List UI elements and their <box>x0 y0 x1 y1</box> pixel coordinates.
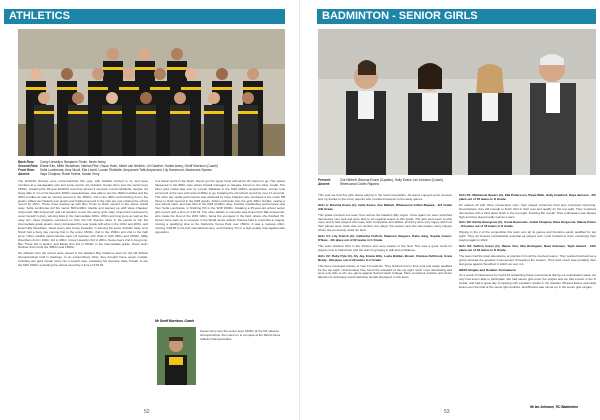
team-heading: Girls D1: Mackenzie Spears (C), Ella Pettersson, Pippa Wills, Holly Crawford, Kaya Janssen - 5th place out of 18 teams in D Grade. <box>459 194 596 201</box>
paragraph: The ECNISS champs were Cord-restricted this year, with bubbles formed to try and keep numbers at a manageable size and some events not included. Kenan Verry won the senior boys 1500m, breaking the 18-year ECNISS record by almost 3 seconds. Lorcan Riddiotte, despite not being able to run in his favourite 3000m steeplechase, was able to win the 1500m hurdles and the 300m hurdles as well as running second in the 3000m, 2nd in the 400m and finishing 2nd in the javelin. Albert van Niekerk won javelin and finished second in the shot put, just missing the school record by 15cm. These three teamed up with Ben Tinnie to finish second in the senior 4x100 relay. Sofia Lumbreras did the senior 800m/400m double and teamed up with Vaya Chaplow, Ampornsiri Tabi-Ampornsiri and Lili Gardner to win the senior girls relay. Ampornsiri continued to cover herself in glory, winning titles in the intermediate 100m, 200m and long jump as well as the relay win. Vaya Chaplow continued on from her NZ champs silver in the javelin to win the intermediate grade javelin. Avery dominated the year grade with wins in the 100m and 200m, and Emeil Hilly Woodham, Nevie Avery and Corey Llewellyn in winning the junior 4x100m relay. Amy Nicoll had a busy day coming first in the junior 1500m, 2nd in the 1500m and 2nd in the high jump. Other notable performances were Lili Gardner with 2nds in both 800m and 1500m, Millie Woodham 2nd in 100m, 3rd in 200m, Corey Llewellyn 3rd in 200m, Nevie Avery 2nd in long jump, Ben Tinnie 3rd in javelin, and Eloise Kim 3rd in 1500m in the intermediate grade, Oscar Holm finished 3rd in both the 3000m and 1500m. <box>18 180 148 250</box>
team-heading: Girls D3: Saffron Green (C), Ranee Viss, Ella Rodriguez, Naxe Bowmen, Tayla Hazard - 10th place out of 18 teams in D Grade. <box>459 243 596 252</box>
page-number: 53 <box>444 409 450 415</box>
caption-row <box>18 172 285 176</box>
caption-names: Sofia Lumbreras, Amy Nicoll, Ella Lovett, Lorcan Riddiotte, Ampornsiri Tabi-Ampornsiri, Lily Hammond, Mackenzie Spears <box>40 168 212 172</box>
caption-names: Zoe Nibbett, Brianna Evans (Captain), Holly Evans, Ian Johnson (Coach) <box>340 178 443 182</box>
team-photo <box>18 29 285 156</box>
caption-label: Absent: <box>318 182 330 186</box>
caption-label: Absent: <box>18 172 30 176</box>
paragraph: The team had the least attendance at practice from all the involved teams. They worked hard and as a group showed the greatest improvement throughout the season. Their best result was probably their last game against Woodford 2 which we won 4-1. <box>459 253 596 266</box>
athletics-team-photo <box>18 29 285 156</box>
caption-label: Back Row: <box>18 160 35 164</box>
caption-label: Second Row: <box>18 164 39 168</box>
caption-names: Corey Llewellyn, Benjamin Tinnie, Nevie Avery <box>40 160 106 164</box>
article-column-1 <box>318 194 452 406</box>
portrait-caption: Kenan Verry won the senior boys 1500m at the NZ national championships, then went on to compete at the World Junior Athletic Championships. <box>200 329 281 341</box>
page-header: BADMINTON - SENIOR GIRLS <box>317 9 596 24</box>
paragraph: As a result of interference by Covid-19 scheduling these tournaments during our examination week, we only had seven able to participate. We had eleven girls enter the singles and we had a team in the D Grade, and had a great day competing with excellent results in the doubles. Brianna Evans and Holly Evans won the final of the senior girls doubles, and Brianna was runner-up in the senior girls singles. <box>459 273 596 290</box>
caption-row <box>318 182 596 186</box>
paragraph: Six athletes from the school were named in the Hawke's Bay Gisborne team for the NZ athletic championships held in Hastings. In an extraordinary effort, they brought home seven medals, including two gold. Kenan Verry ran a superb race, outlasting hot favourite Zane Powell, to win the M20 1500m smashing the school record by a time of 3:54.81. <box>18 251 148 268</box>
article-column-2 <box>459 194 596 406</box>
photo-captions <box>18 160 285 176</box>
page-number: 52 <box>144 409 150 415</box>
article-column-1 <box>18 180 148 405</box>
caption-names: Eloise Kim, Millie Woodham, Nathan Pike, Oscar Holm, Albert van Niekerk, Lili Gardner, Hunter Avery, Geoff Morrison (Coach) <box>40 164 218 168</box>
paragraph: This team consisted entirely of Year 10 students. They finished 2nd in their pool and easily qualified for the top eight. Unfortunately they found the standard of the top eight much more demanding and were only able to win one game against Sacred Heart College. More consistent practice and closer attention to technique would definitely benefit all players in this team. <box>318 263 452 280</box>
section-heading: HBSS Singles and Doubles Tournament <box>459 267 516 272</box>
photo-captions <box>318 178 596 186</box>
team-heading: Girls D2: Emilie Bourgeois (C), Conal Bouresais, Isabel Chaplow, Eliza Kingscote, Maisie Potter - 3rd place out of 18 teams in D Grade. <box>459 220 596 229</box>
team-heading: Girls C1: Lily French (C), Catherine Fulford, Shannon Sawyers, Katie Jung, Sophie Comer-O'Hare - 4th place out of 22 teams in C Grade. <box>318 234 452 243</box>
paragraph: This year we had five girls teams playing in the local competition. All teams enjoyed some success and my thanks to the many parents who provided transport to the away games. <box>318 194 452 201</box>
athlete-portrait-image <box>157 327 196 385</box>
caption-names: Vaya Chaplow, Rosie Keeha, Kanan Verry <box>40 172 100 176</box>
athlete-portrait <box>157 327 196 385</box>
team-heading: Girls A: Brianna Evans (C), Holly Evans, Zoe Nibbett, Whenuaroa Collier-Rapaea - 3rd Grade A/B Grade. <box>318 202 452 211</box>
author-signoff: Mr Ian Johnson, TIC Badminton <box>530 405 578 409</box>
page-header: ATHLETICS <box>4 9 285 24</box>
paragraph: D1 started off with three consecutive wins, then played extremely hard and continued improving. Nevertheless, they did enough to finish third in their pool and qualify for the top eight. They surprised themselves with a third place finish in the top eight, finishing 5th overall. Their enthusiasm was always high and they played really well as a team. <box>459 202 596 219</box>
paragraph: This team finished third in the division and were beaten in the final. This was a great result for players new to badminton and the team is growing in skill and confidence. <box>318 243 452 252</box>
author-signoff: Mr Geoff Morrison, Coach <box>155 319 195 323</box>
paragraph: Playing in the 2 of the competition this team won all its games and therefore easily qualified for top eight. They all showed considerable potential as players and I look forward to them continuing their playing again in 2022. <box>459 230 596 243</box>
paragraph: In a titanic sprint to the finish, Kenan got the upper hand with about 30 metres to go. The upsets happened in the 800m race where Powell managed to relegate Kenan to the silver medal. The other gold medal was won by Lorcan Riddiotte in the M18 2000m steeplechase. Lorcan took command of the race with around 450m to go, breaking the old school record by over 17 seconds. The other top medal performance was achieved by Vaya Chaplow who produced a five metre PB throw to finish second in the M18 javelin. Sofia Lumbreras won the girls 400m hurdles, setting a new school mark, and was third in the M18 4x100m relay. Another outstanding performance was from Sofia Lumbreras, in finishing 6th in the W18 1500m, breaking a 35-year-old school senior girls record with a time of 4:32.03. The other athlete to compete was Ampornsiri Tabi-Ampornsiri, who made the final of the W16 100m, being the youngest in the field, where she finished 7th. Kenan Verry went on to compete in the World Junior athletic champs held in Colombia in August, running a qualifying time at the Karlsruhe Kenya Park over 1500m. It was a massive effort, running 3:48.36 in his first international race, and finishing 7th in a high quality final against elite opposition. <box>155 180 285 234</box>
right-page <box>300 0 600 420</box>
caption-label: Front Row: <box>18 168 35 172</box>
team-photo <box>318 29 596 175</box>
caption-names: Whenuaroa Collier-Rapaea <box>340 182 379 186</box>
team-heading: Girls C2: Ruby Pyle (C), Aly Jay, Emma Ellis, Lucia Biddies Brown, Chelsea Fullbrook, Greta Brady - 8th place out of 22 teams in C Grade. <box>318 253 452 262</box>
badminton-team-photo <box>318 29 596 175</box>
paragraph: This grade involved one team from across the Hawke's Bay region. Once again our team stretched themselves very well and were able to win against teams at this grade. The girls were keen to play more and to face players who were both competitive and skilled, and they were very happy with how their games went. Holly was our number one player this season and she has beaten many players whom she previously could not beat. <box>318 212 452 233</box>
article-column-2 <box>155 180 285 317</box>
caption-label: Present: <box>318 178 331 182</box>
